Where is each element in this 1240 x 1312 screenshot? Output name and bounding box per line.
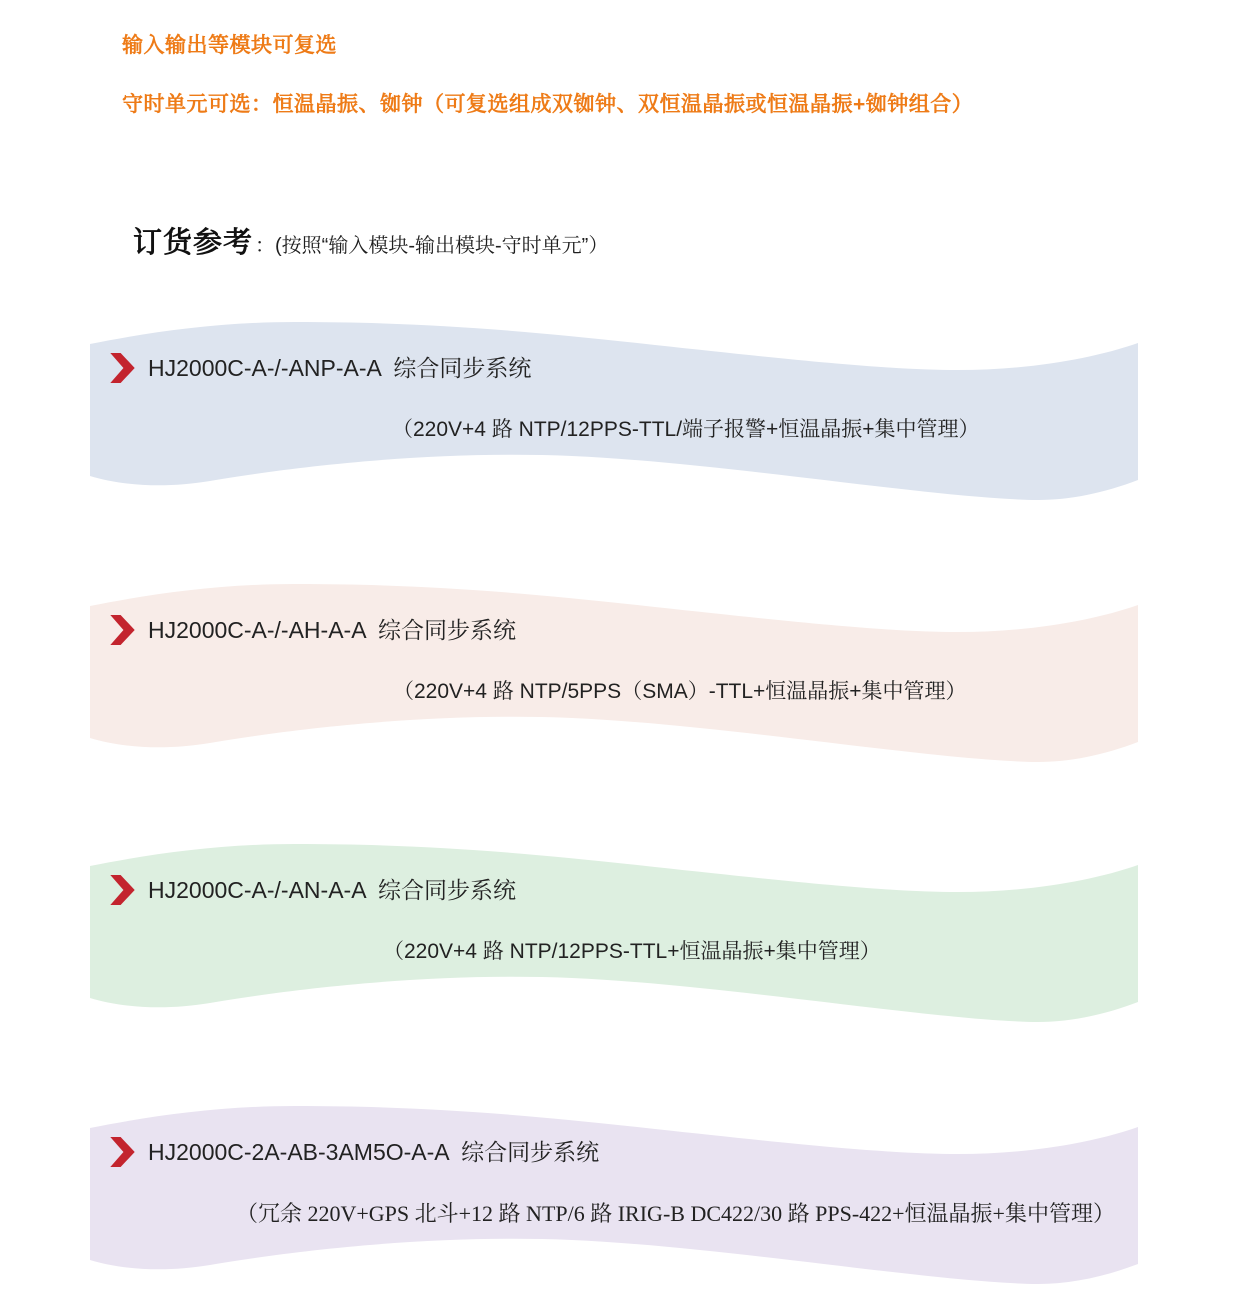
- order-reference-heading: [133, 220, 608, 261]
- product-title-row: [110, 353, 531, 383]
- product-model: HJ2000C-A-/-AN-A-A 综合同步系统: [148, 877, 517, 903]
- product-title-row: [110, 615, 516, 645]
- ribbon-shape: [90, 584, 1138, 762]
- product-config: （220V+4 路 NTP/12PPS-TTL+恒温晶振+集中管理）: [383, 940, 881, 963]
- ribbon-shape: [90, 322, 1138, 500]
- product-model: HJ2000C-A-/-ANP-A-A 综合同步系统: [148, 355, 532, 381]
- ribbon-background: [90, 1104, 1140, 1289]
- product-band: [90, 1104, 1140, 1289]
- ribbon-shape: [90, 1106, 1138, 1284]
- product-band: [90, 582, 1140, 767]
- product-config: （220V+4 路 NTP/12PPS-TTL/端子报警+恒温晶振+集中管理）: [392, 418, 980, 441]
- product-model: HJ2000C-A-/-AH-A-A 综合同步系统: [148, 617, 517, 643]
- chevron-right-icon: [110, 1137, 135, 1167]
- section-subtitle: ：(按照“输入模块-输出模块-守时单元”）: [255, 235, 609, 257]
- product-band: [90, 320, 1140, 505]
- product-config: （冗余 220V+GPS 北斗+12 路 NTP/6 路 IRIG-B DC422/30 路 PPS-422+恒温晶振+集中管理）: [236, 1201, 1115, 1226]
- chevron-right-icon: [110, 615, 135, 645]
- chevron-right-icon: [110, 875, 135, 905]
- intro-note-1: 输入输出等模块可复选: [122, 34, 337, 57]
- intro-note-2: 守时单元可选：恒温晶振、铷钟（可复选组成双铷钟、双恒温晶振或恒温晶振+铷钟组合）: [122, 93, 974, 116]
- product-model: HJ2000C-2A-AB-3AM5O-A-A 综合同步系统: [148, 1139, 600, 1165]
- section-title: 订货参考: [133, 227, 254, 259]
- ribbon-background: [90, 582, 1140, 767]
- product-title-row: [110, 1137, 599, 1167]
- ribbon-shape: [90, 844, 1138, 1022]
- ribbon-background: [90, 320, 1140, 505]
- ribbon-background: [90, 842, 1140, 1027]
- product-title-row: [110, 875, 516, 905]
- product-band: [90, 842, 1140, 1027]
- chevron-right-icon: [110, 353, 135, 383]
- product-config: （220V+4 路 NTP/5PPS（SMA）-TTL+恒温晶振+集中管理）: [393, 680, 967, 703]
